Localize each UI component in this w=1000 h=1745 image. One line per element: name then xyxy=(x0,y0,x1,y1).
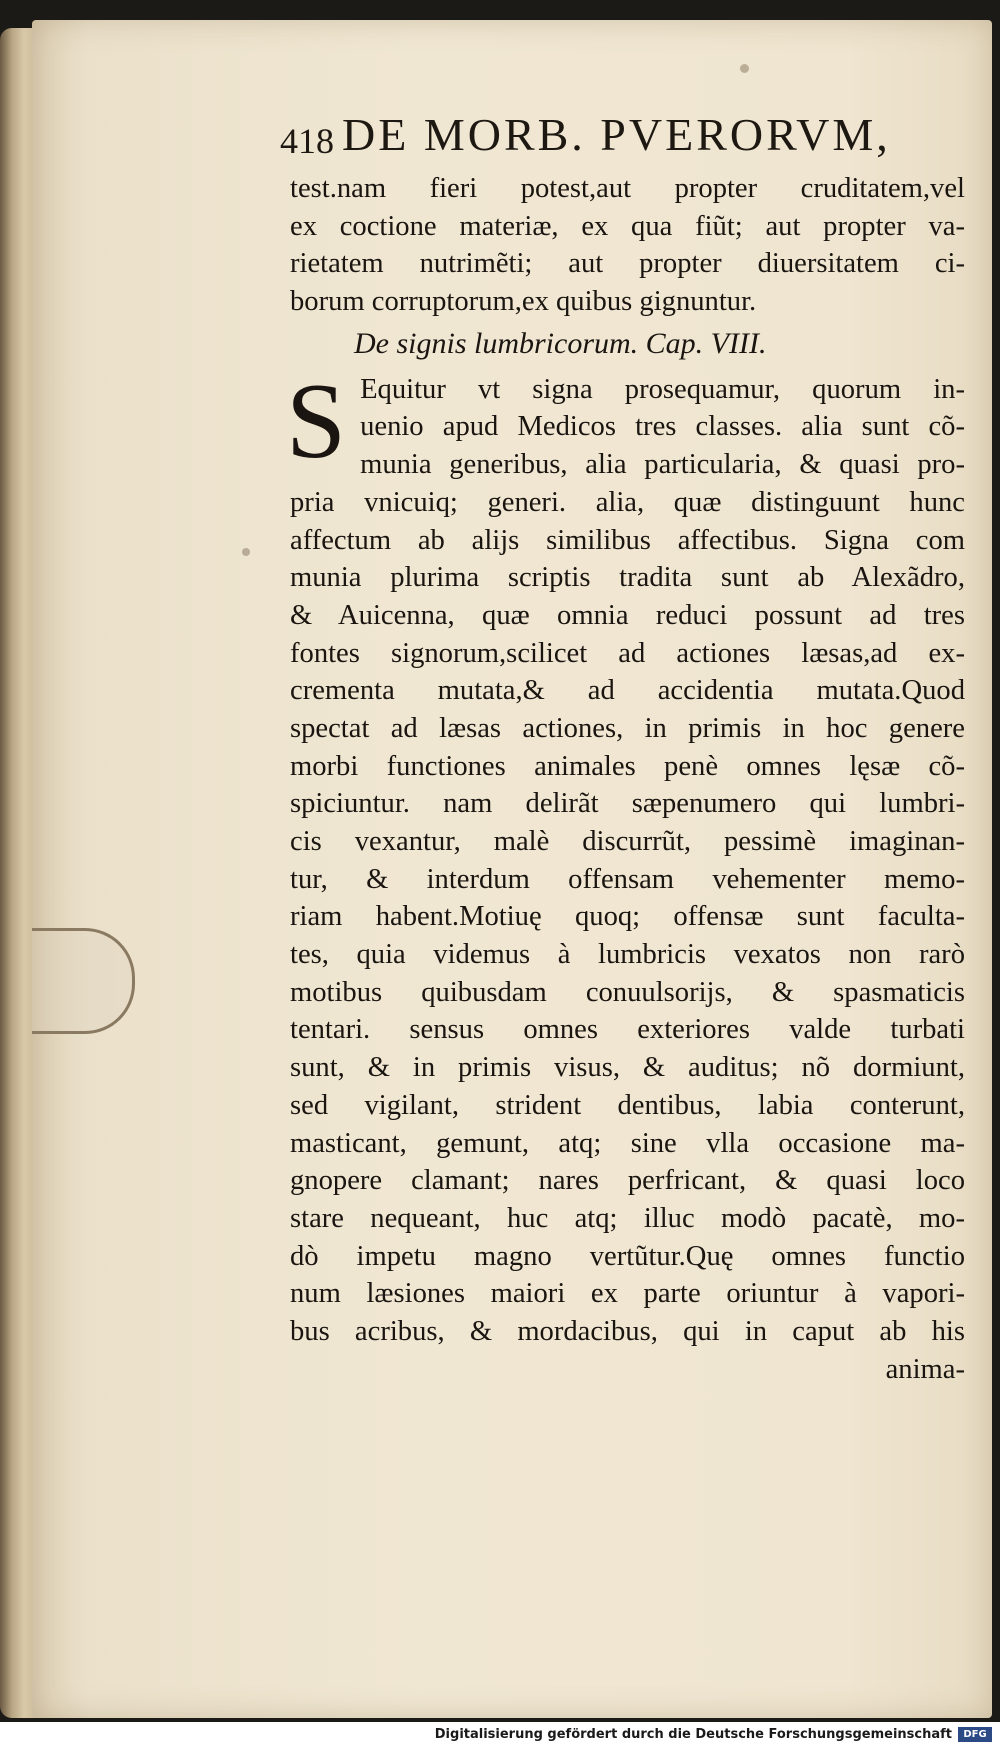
paper-spot xyxy=(740,64,749,73)
text-line: munia generibus, alia particularia, & quasi pro- xyxy=(360,449,965,481)
catchword: anima- xyxy=(885,1353,965,1385)
text-line: bus acribus, & mordacibus, qui in caput ab his xyxy=(290,1315,965,1347)
text-line: masticant, gemunt, atq; sine vlla occasione ma- xyxy=(290,1127,965,1159)
text-line: borum corruptorum,ex quibus gignuntur. xyxy=(290,286,757,318)
text-line: spiciuntur. nam delirãt sæpenumero qui lumbri- xyxy=(290,788,965,820)
text-line: riam habent.Motiuę quoq; offensæ sunt faculta- xyxy=(290,901,965,933)
text-line: tentari. sensus omnes exteriores valde turbati xyxy=(290,1014,965,1046)
text-line: pria vnicuiq; generi. alia, quæ distinguunt hunc xyxy=(290,486,965,518)
text-line: & Auicenna, quæ omnia reduci possunt ad tres xyxy=(290,599,965,631)
text-line: gnopere clamant; nares perfricant, & quasi loco xyxy=(290,1165,965,1197)
funding-credit: Digitalisierung gefördert durch die Deutsche Forschungsgemeinschaft xyxy=(434,1727,952,1742)
text-line: morbi functiones animales penè omnes lęsæ cõ- xyxy=(290,750,965,782)
page-number: 418 xyxy=(280,121,334,161)
text-line: uenio apud Medicos tres classes. alia sunt cõ- xyxy=(360,411,965,443)
digitization-footer xyxy=(0,1724,1000,1745)
dfg-logo: DFG xyxy=(958,1727,992,1742)
text-line: sunt, & in primis visus, & auditus; nõ dormiunt, xyxy=(290,1052,965,1084)
chapter-title: De signis lumbricorum. Cap. VIII. xyxy=(354,326,767,360)
text-line: ex coctione materiæ, ex qua fiũt; aut propter va- xyxy=(290,210,965,242)
text-line: rietatem nutrimẽti; aut propter diuersitatem ci- xyxy=(290,248,965,280)
text-line: stare nequeant, huc atq; illuc modò pacatè, mo- xyxy=(290,1202,965,1234)
text-line: tur, & interdum offensam vehementer memo- xyxy=(290,863,965,895)
text-line: test.nam fieri potest,aut propter cruditatem,vel xyxy=(290,173,965,204)
text-line: motibus quibusdam conuulsorijs, & spasmaticis xyxy=(290,976,965,1008)
text-line: tes, quia videmus à lumbricis vexatos non rarò xyxy=(290,939,965,971)
running-head: DE MORB. PVERORVM, xyxy=(342,109,891,160)
paper-spot xyxy=(242,548,250,556)
page-header xyxy=(280,108,920,168)
text-line: num læsiones maiori ex parte oriuntur à vapori- xyxy=(290,1278,965,1310)
text-line: fontes signorum,scilicet ad actiones læsas,ad ex- xyxy=(290,637,965,669)
text-line: sed vigilant, strident dentibus, labia conterunt, xyxy=(290,1089,965,1121)
text-line: munia plurima scriptis tradita sunt ab Alexãdro, xyxy=(290,562,965,594)
drop-cap: S xyxy=(286,361,347,481)
text-line: affectum ab alijs similibus affectibus. Signa com xyxy=(290,524,965,556)
text-line: dò impetu magno vertũtur.Quę omnes functio xyxy=(290,1240,965,1272)
body-text xyxy=(286,170,965,1388)
text-line: Equitur vt signa prosequamur, quorum in- xyxy=(360,373,965,405)
text-line: crementa mutata,& ad accidentia mutata.Quod xyxy=(290,675,965,707)
text-line: cis vexantur, malè discurrũt, pessimè imaginan- xyxy=(290,826,965,857)
text-line: spectat ad læsas actiones, in primis in hoc genere xyxy=(290,712,965,744)
page-tab-marker xyxy=(32,928,135,1034)
